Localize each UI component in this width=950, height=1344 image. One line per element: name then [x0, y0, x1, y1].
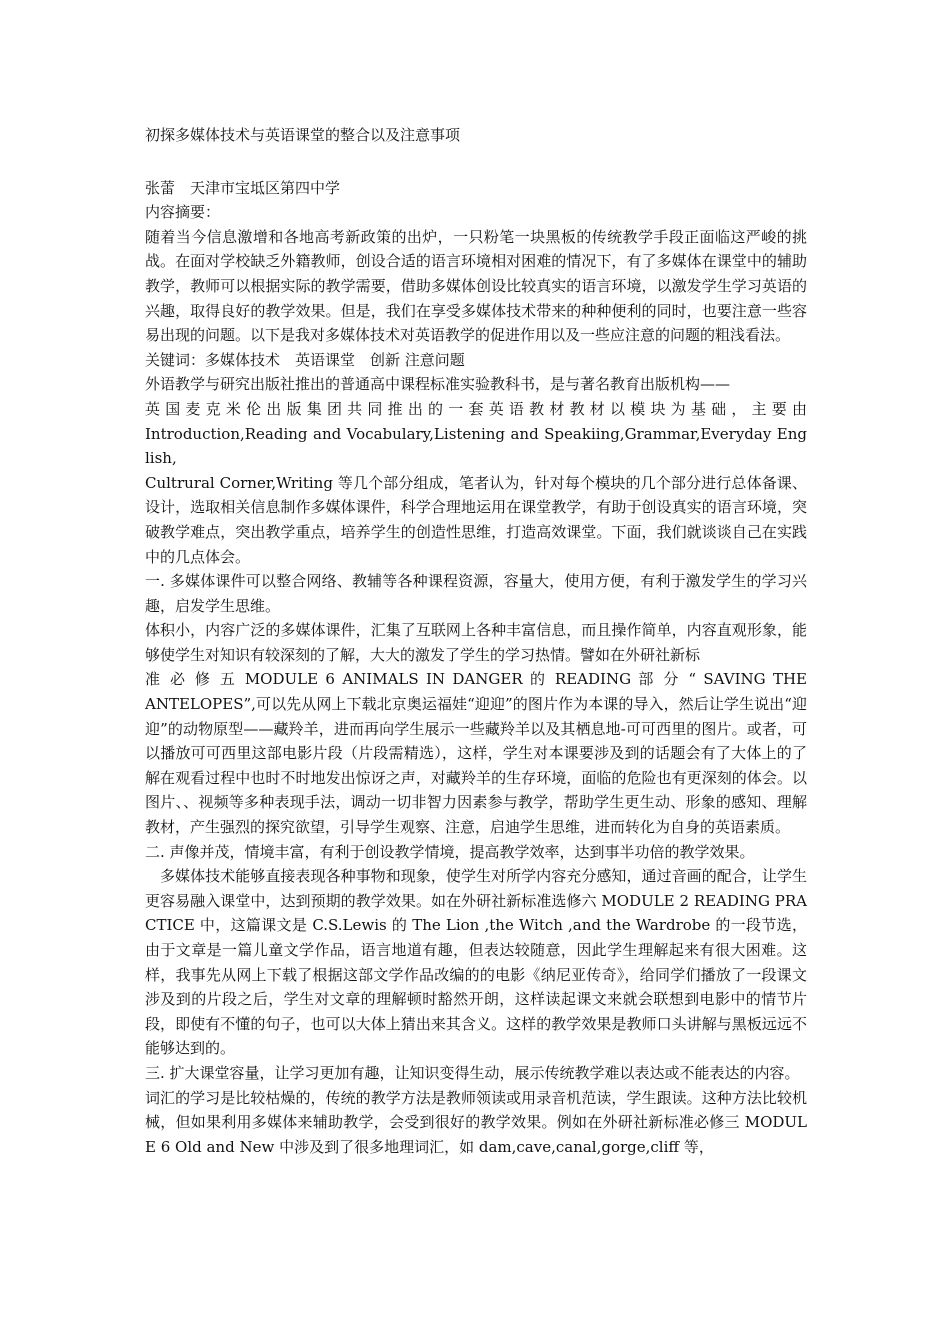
- section-2-paragraph: 多媒体技术能够直接表现各种事物和现象，使学生对所学内容充分感知，通过音画的配合，让学生更容易融入课堂中，达到预期的教学效果。如在外研社新标准选修六 MODULE 2 READING PRACTICE 中，这篇课文是 C.S.Lewis 的 The Lion ,the Witch ,and the Wardrobe 的一段节选，由于文章是一篇儿童文学作品，语言地道有趣，但表达较随意，因此学生理解起来有很大困难。这样，我事先从网上下载了根据这部文学作品改编的的电影《纳尼亚传奇》，给同学们播放了一段课文涉及到的片段之后，学生对文章的理解顿时豁然开朗，这样读起课文来就会联想到电影中的情节片段，即使有不懂的句子，也可以大体上猜出来其含义。这样的教学效果是教师口头讲解与黑板远远不能够达到的。: [145, 867, 807, 1058]
- section-3-heading: 三. 扩大课堂容量，让学习更加有趣，让知识变得生动，展示传统教学难以表达或不能表达的内容。: [145, 1063, 800, 1082]
- author-line: 张蕾 天津市宝坻区第四中学: [145, 178, 341, 197]
- abstract-paragraph: 随着当今信息激增和各地高考新政策的出炉，一只粉笔一块黑板的传统教学手段正面临这严峻的挑战。在面对学校缺乏外籍教师，创设合适的语言环境相对困难的情况下，有了多媒体在课堂中的辅助教学，教师可以根据实际的教学需要，借助多媒体创设比较真实的语言环境，以激发学生学习英语的兴趣，取得良好的教学效果。但是，我们在享受多媒体技术带来的种种便利的同时，也要注意一些容易出现的问题。以下是我对多媒体技术对英语教学的促进作用以及一些应注意的问题的粗浅看法。: [145, 227, 807, 345]
- section-1-paragraph-spread-line: 准 必 修 五 MODULE 6 ANIMALS IN DANGER 的 READING 部 分 “ SAVING THE: [145, 670, 807, 689]
- section-3-paragraph: 词汇的学习是比较枯燥的，传统的教学方法是教师领读或用录音机范读，学生跟读。这种方法比较机械，但如果利用多媒体来辅助教学，会受到很好的教学效果。例如在外研社新标准必修三 MODULE 6 Old and New 中涉及到了很多地理词汇，如 dam,cave,canal,gorge,cliff 等，: [145, 1088, 807, 1156]
- section-1-paragraph-start: 体积小，内容广泛的多媒体课件，汇集了互联网上各种丰富信息，而且操作简单，内容直观形象，能够使学生对知识有较深刻的了解，大大的激发了学生的学习热情。譬如在外研社新标: [145, 621, 807, 664]
- document-title: 初探多媒体技术与英语课堂的整合以及注意事项: [145, 126, 461, 144]
- section-1-paragraph-rest: ANTELOPES”,可以先从网上下载北京奥运福娃“迎迎”的图片作为本课的导入，然后让学生说出“迎迎”的动物原型——藏羚羊，进而再向学生展示一些藏羚羊以及其栖息地-可可西里的图片。或者，可以播放可可西里这部电影片段（片段需精选），这样，学生对本课要涉及到的话题会有了大体上的了解在观看过程中也时不时地发出惊讶之声，对藏羚羊的生存环境，面临的危险也有更深刻的体会。以图片、、视频等多种表现手法，调动一切非智力因素参与教学，帮助学生更生动、形象的感知、理解教材，产生强烈的探究欲望，引导学生观察、注意，启迪学生思维，进而转化为自身的英语素质。: [145, 695, 807, 837]
- keywords-line: 关键词：多媒体技术 英语课堂 创新 注意问题: [145, 350, 465, 369]
- intro-line-2: 英国麦克米伦出版集团共同推出的一套英语教材教材以模块为基础，主要由: [145, 399, 807, 418]
- intro-line-1: 外语教学与研究出版社推出的普通高中课程标准实验教科书，是与著名教育出版机构——: [145, 375, 731, 394]
- section-2-heading: 二. 声像并茂，情境丰富，有利于创设教学情境，提高教学效率，达到事半功倍的教学效果。: [145, 842, 755, 861]
- intro-paragraph-rest: Cultrural Corner,Writing 等几个部分组成，笔者认为，针对每个模块的几个部分进行总体备课、设计，选取相关信息制作多媒体课件，科学合理地运用在课堂教学，有助于创设真实的语言环境，突破教学难点，突出教学重点，培养学生的创造性思维，打造高效课堂。下面，我们就谈谈自己在实践中的几点体会。: [145, 473, 807, 566]
- document-page: [145, 123, 807, 1159]
- section-1-heading: 一. 多媒体课件可以整合网络、教辅等各种课程资源，容量大，使用方便，有利于激发学生的学习兴趣，启发学生思维。: [145, 572, 807, 615]
- abstract-label: 内容摘要：: [145, 203, 221, 222]
- intro-line-3: Introduction,Reading and Vocabulary,Listening and Speakiing,Grammar,Everyday English,: [145, 424, 807, 468]
